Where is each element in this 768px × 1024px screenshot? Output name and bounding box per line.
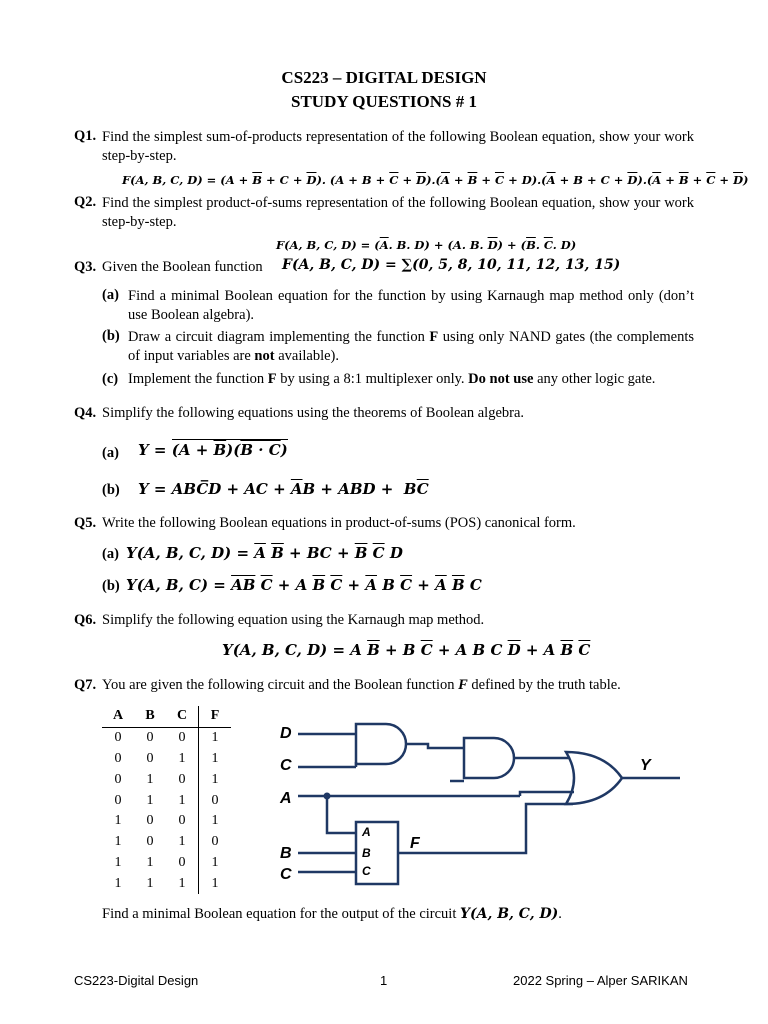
truth-table-row (102, 832, 231, 853)
q5b-equation: Y(A, B, $C) = \overline{AB}$ $\overline{C} + A$ $\overline{B}$ $\overline{C} + \overline{A}$ B $\overline{C} + \overline{A}$ $\overline{B}$ C (126, 576, 482, 594)
truth-table-cell: 0 (178, 854, 186, 870)
footer-term-author: 2022 Spring – Alper SARIKAN (513, 973, 688, 988)
truth-table-cell: 0 (146, 750, 154, 766)
truth-table-cell: 1 (146, 875, 154, 891)
truth-table-cell: 1 (146, 854, 154, 870)
wire-and1-out (406, 744, 464, 748)
truth-table-cell: 0 (146, 813, 154, 829)
truth-table-row (102, 873, 231, 894)
q2-equation: F(A, B, C, $D) = (\overline{A}$. B. D) + (A. B. $\overline{D}) + (\overline{B}$. $\overline{C}$. D) (276, 238, 577, 252)
q3c-label: (c) (102, 371, 119, 387)
truth-table-row (102, 853, 231, 874)
truth-table-row (102, 727, 231, 748)
q5a-equation: Y(A, B, C, $D) = \overline{A}$ $\overline{B}$ + BC + $\overline{B}$ $\overline{C}$ D (126, 544, 403, 562)
truth-table-cell: 1 (199, 749, 232, 770)
input-b-label: B (280, 845, 292, 862)
truth-table-cell: 0 (114, 792, 122, 808)
q7-final-text: Find a minimal Boolean equation for the output of the circuit Y(A, B, C, D). (102, 906, 562, 922)
q3-text: Given the Boolean function (102, 259, 263, 275)
footer-page-number: 1 (380, 973, 388, 988)
q3c-text: Implement the function F by using a 8:1 multiplexer only. Do not use any other logic gate. (128, 371, 656, 387)
truth-table-row (102, 749, 231, 770)
q5a-label: (a) (102, 546, 119, 562)
page-title: CS223 – DIGITAL DESIGN (281, 68, 487, 87)
truth-table-cell: 0 (114, 730, 122, 746)
q3-function: F(A, B, C, D) = ∑(0, 5, 8, 10, 11, 12, 13, 15) (282, 257, 621, 273)
footer-course: CS223-Digital Design (74, 973, 199, 988)
th-f: F (199, 706, 232, 727)
circuit-diagram (270, 712, 690, 887)
truth-table-cell: 1 (199, 853, 232, 874)
q3a-text: Find a minimal Boolean equation for the function by using Karnaugh map method only (don’t use Boolean algebra). (128, 288, 694, 323)
q2-number: Q2. (74, 194, 97, 210)
q3b-label: (b) (102, 328, 120, 344)
truth-table-cell: 1 (178, 875, 186, 891)
input-c-label: C (280, 757, 292, 774)
q4a-label: (a) (102, 445, 119, 461)
truth-table-cell: 1 (146, 771, 154, 787)
truth-table-cell: 1 (114, 875, 122, 891)
truth-table-cell: 1 (178, 834, 186, 850)
q1-equation: F(A, B, C, $D) = (A + \overline{B} + C + \overline{D})$. $(A + B + \overline{C} + \overline{D}).(\overline{A} + \overline{B} + \overline{C} + D).(\overline{A} + B + C + \overline{D}).(\overline{A} + \overline{B} + \overline{C} + \overline{D})$ (122, 173, 749, 187)
and-gate-2 (464, 738, 514, 778)
q5-text: Write the following Boolean equations in product-of-sums (POS) canonical form. (102, 515, 576, 531)
truth-table-cell: 0 (199, 832, 232, 853)
truth-table-cell: 0 (178, 813, 186, 829)
truth-table-cell: 1 (146, 792, 154, 808)
q3-number: Q3. (74, 259, 97, 275)
truth-table-cell: 1 (114, 834, 122, 850)
q1-number: Q1. (74, 128, 97, 144)
f-block-label: F (410, 835, 420, 852)
q6-equation: Y(A, B, C, D) = A $\overline{B} + B$ $\overline{C} + A$ B C $\overline{D} + A$ $\overline{B}$ $\overline{C}$ (222, 641, 591, 659)
q4a-equation: $Y = (A + \overline{B})(B \cdot C)$ (138, 441, 288, 459)
truth-table-cell: 0 (114, 771, 122, 787)
truth-table-cell: 1 (178, 750, 186, 766)
q3b-text: Draw a circuit diagram implementing the function F using only NAND gates (the complements of input variables are not available). (128, 329, 695, 364)
th-b: B (134, 706, 166, 727)
wire-f-to-or (398, 804, 573, 853)
truth-table-cell: 0 (146, 730, 154, 746)
wire-a-to-block (327, 796, 356, 833)
truth-table-cell: 0 (178, 771, 186, 787)
q4-number: Q4. (74, 405, 97, 421)
q6-text: Simplify the following equation using the Karnaugh map method. (102, 612, 485, 628)
input-d-label: D (280, 725, 292, 742)
q4b-equation: Y = ABC̅D + AC + $\overline{A}B$ + ABD + $B\overline{C}$ (138, 480, 429, 498)
truth-table-cell: 0 (146, 834, 154, 850)
th-c: C (166, 706, 199, 727)
output-y-label: Y (640, 757, 651, 774)
truth-table-row (102, 790, 231, 811)
wire-or-in-mid (520, 792, 574, 796)
truth-table-cell: 0 (114, 750, 122, 766)
q5b-label: (b) (102, 578, 120, 594)
q4b-label: (b) (102, 482, 120, 498)
q7-number: Q7. (74, 677, 97, 693)
truth-table-cell: 1 (199, 811, 232, 832)
q1-text: Find the simplest sum-of-products representation of the following Boolean equation, show your work step-by-step. (102, 129, 694, 164)
f-block-input-b: B (362, 846, 371, 860)
truth-table-cell: 0 (178, 730, 186, 746)
truth-table-cell: 0 (199, 790, 232, 811)
truth-table-header (102, 706, 231, 727)
truth-table-cell: 1 (178, 792, 186, 808)
q3a-label: (a) (102, 287, 119, 303)
truth-table (102, 706, 231, 894)
truth-table-cell: 1 (199, 873, 232, 894)
q6-number: Q6. (74, 612, 97, 628)
truth-table-row (102, 811, 231, 832)
q7-text: You are given the following circuit and the Boolean function F defined by the truth table. (102, 677, 621, 693)
input-c2-label: C (280, 866, 292, 883)
input-a-label: A (280, 790, 292, 807)
and-gate-1 (356, 724, 406, 764)
q5-number: Q5. (74, 515, 97, 531)
page-subtitle: STUDY QUESTIONS # 1 (291, 92, 477, 111)
truth-table-cell: 1 (199, 769, 232, 790)
truth-table-row (102, 769, 231, 790)
truth-table-cell: 1 (199, 727, 232, 748)
f-block-input-a: A (362, 825, 371, 839)
truth-table-cell: 1 (114, 813, 122, 829)
truth-table-cell: 1 (114, 854, 122, 870)
f-block-input-c: C (362, 864, 371, 878)
q4-text: Simplify the following equations using the theorems of Boolean algebra. (102, 405, 525, 421)
or-gate (566, 752, 622, 804)
q2-text: Find the simplest product-of-sums representation of the following Boolean equation, show your work step-by-step. (102, 195, 694, 230)
th-a: A (102, 706, 134, 727)
